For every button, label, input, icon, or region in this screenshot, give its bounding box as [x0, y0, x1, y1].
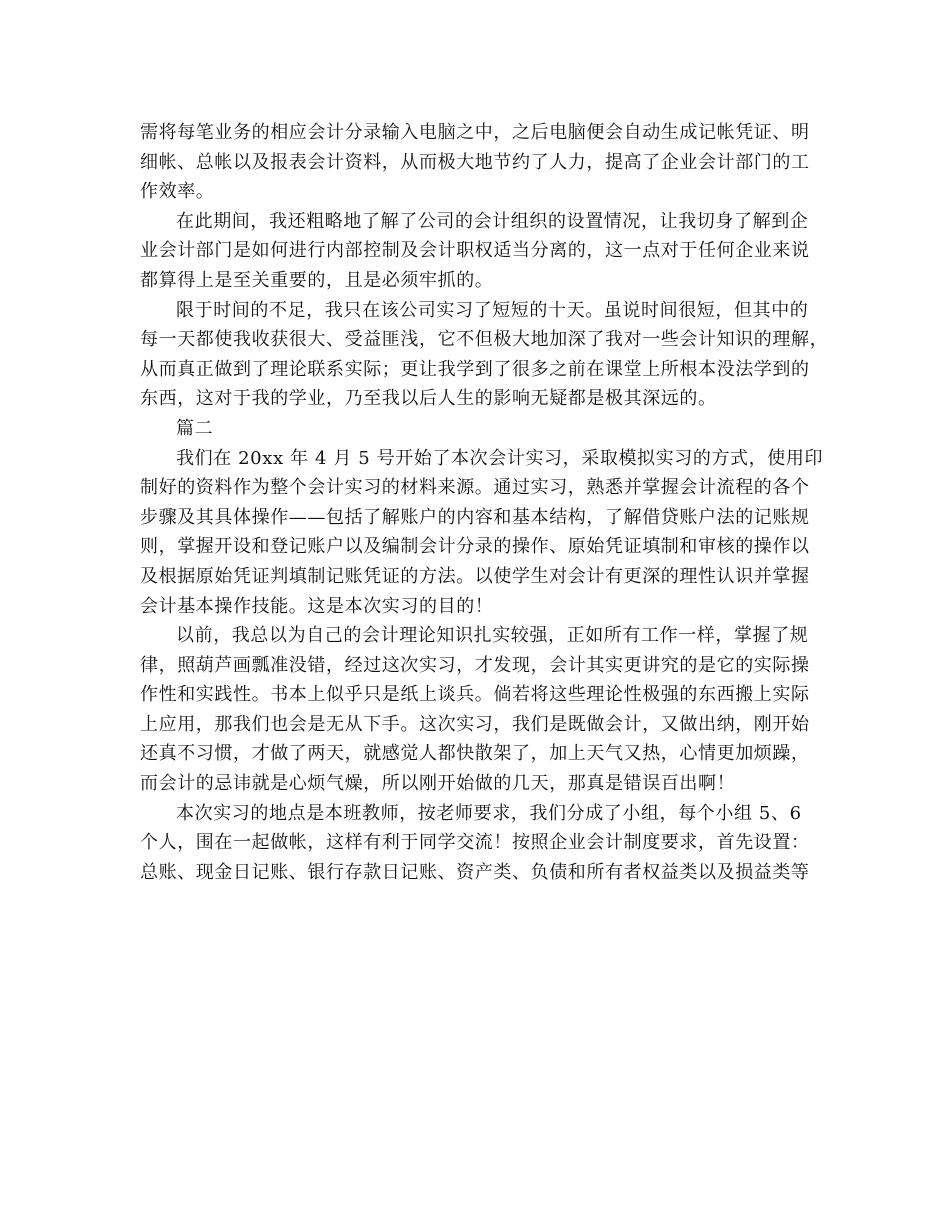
text-line: 都算得上是至关重要的，且是必须牢抓的。: [140, 269, 494, 291]
text-line: 会计基本操作技能。这是本次实习的目的！: [140, 595, 494, 617]
text-line: 总账、现金日记账、银行存款日记账、资产类、负债和所有者权益类以及损益类等: [140, 861, 810, 883]
text-line: 业会计部门是如何进行内部控制及会计职权适当分离的，这一点对于任何企业来说: [140, 240, 810, 262]
text-line: 以前，我总以为自己的会计理论知识扎实较强，正如所有工作一样，掌握了规: [176, 625, 809, 647]
text-line: 每一天都使我收获很大、受益匪浅，它不但极大地加深了我对一些会计知识的理解，: [140, 329, 829, 351]
text-line: 作性和实践性。书本上似乎只是纸上谈兵。倘若将这些理论性极强的东西搬上实际: [140, 684, 810, 706]
text-line: 东西，这对于我的学业，乃至我以后人生的影响无疑都是极其深远的。: [140, 388, 717, 410]
text-line: 还真不习惯，才做了两天，就感觉人都快散架了，加上天气又热，心情更加烦躁，: [140, 743, 810, 765]
document-body: [140, 118, 829, 887]
text-line: 律，照葫芦画瓢准没错，经过这次实习，才发现，会计其实更讲究的是它的实际操: [140, 654, 810, 676]
text-line: 细帐、总帐以及报表会计资料，从而极大地节约了人力，提高了企业会计部门的工: [140, 151, 810, 173]
text-line: 在此期间，我还粗略地了解了公司的会计组织的设置情况，让我切身了解到企: [176, 210, 809, 232]
text-line: 从而真正做到了理论联系实际；更让我学到了很多之前在课堂上所根本没法学到的: [140, 358, 810, 380]
text-line: 制好的资料作为整个会计实习的材料来源。通过实习，熟悉并掌握会计流程的各个: [140, 477, 810, 499]
text-line: 作效率。: [140, 181, 215, 203]
text-line: 及根据原始凭证判填制记账凭证的方法。以使学生对会计有更深的理性认识并掌握: [140, 565, 810, 587]
text-line: 限于时间的不足，我只在该公司实习了短短的十天。虽说时间很短，但其中的: [176, 299, 809, 321]
text-line: 步骤及其具体操作——包括了解账户的内容和基本结构，了解借贷账户法的记账规: [140, 506, 810, 528]
text-line: 个人，围在一起做帐，这样有利于同学交流！按照企业会计制度要求，首先设置：: [140, 832, 810, 854]
text-line: 本次实习的地点是本班教师，按老师要求，我们分成了小组，每个小组 5、6: [176, 802, 802, 824]
text-line: 篇二: [176, 417, 214, 439]
text-line: 上应用，那我们也会是无从下手。这次实习，我们是既做会计，又做出纳，刚开始: [140, 713, 810, 735]
text-line: 我们在 20xx 年 4 月 5 号开始了本次会计实习，采取模拟实习的方式，使用印: [176, 447, 824, 469]
text-line: 则，掌握开设和登记账户以及编制会计分录的操作、原始凭证填制和审核的操作以: [140, 536, 810, 558]
text-line: 而会计的忌讳就是心烦气燥，所以刚开始做的几天，那真是错误百出啊！: [140, 773, 736, 795]
text-line: 需将每笔业务的相应会计分录输入电脑之中，之后电脑便会自动生成记帐凭证、明: [140, 122, 810, 143]
